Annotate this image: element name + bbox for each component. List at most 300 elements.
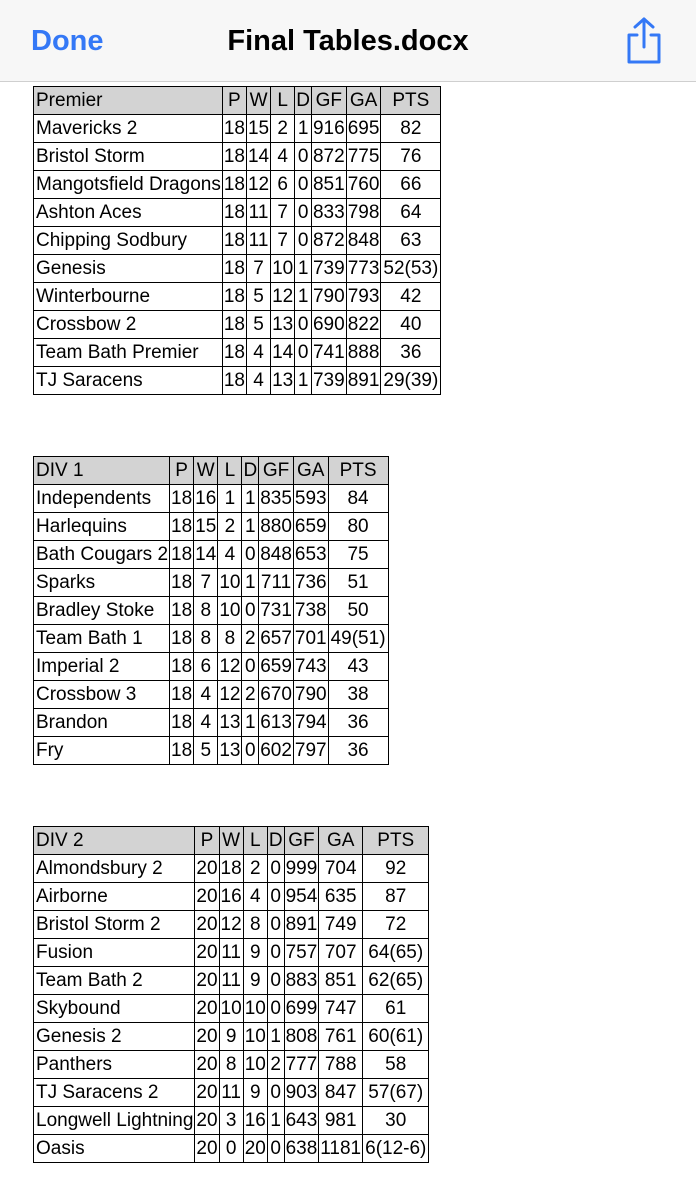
table-row [34, 709, 389, 737]
stat-cell: 659 [293, 513, 328, 541]
stat-cell: 999 [284, 855, 319, 883]
stat-cell: 8 [218, 625, 242, 653]
stat-cell: 1 [267, 1023, 284, 1051]
stat-cell: 0 [242, 541, 259, 569]
team-name: Bradley Stoke [34, 597, 170, 625]
stat-cell: 8 [194, 597, 218, 625]
stat-cell: 888 [346, 339, 381, 367]
stat-cell: 2 [243, 855, 267, 883]
stat-cell: 635 [319, 883, 363, 911]
stat-cell: 20 [195, 855, 219, 883]
stat-cell: 761 [319, 1023, 363, 1051]
stat-cell: 18 [219, 855, 243, 883]
stat-cell: 1181 [319, 1135, 363, 1163]
stat-cell: 64 [381, 199, 441, 227]
team-name: Genesis 2 [34, 1023, 195, 1051]
stat-cell: 0 [295, 227, 312, 255]
stat-cell: 903 [284, 1079, 319, 1107]
stat-cell: 10 [219, 995, 243, 1023]
table-row [34, 855, 429, 883]
stat-cell: 18 [170, 541, 194, 569]
stat-cell: 14 [271, 339, 295, 367]
column-header: GA [319, 827, 363, 855]
team-name: Mavericks 2 [34, 115, 223, 143]
table-row [34, 939, 429, 967]
table-row [34, 911, 429, 939]
stat-cell: 954 [284, 883, 319, 911]
stat-cell: 0 [267, 911, 284, 939]
stat-cell: 10 [243, 1023, 267, 1051]
stat-cell: 18 [170, 569, 194, 597]
stat-cell: 18 [170, 709, 194, 737]
column-header: PTS [363, 827, 429, 855]
column-header: PTS [381, 87, 441, 115]
stat-cell: 773 [346, 255, 381, 283]
stat-cell: 63 [381, 227, 441, 255]
column-header: GA [293, 457, 328, 485]
stat-cell: 1 [242, 485, 259, 513]
stat-cell: 42 [381, 283, 441, 311]
team-name: Harlequins [34, 513, 170, 541]
stat-cell: 0 [295, 143, 312, 171]
stat-cell: 775 [346, 143, 381, 171]
stat-cell: 833 [311, 199, 346, 227]
stat-cell: 643 [284, 1107, 319, 1135]
stat-cell: 16 [243, 1107, 267, 1135]
stat-cell: 5 [194, 737, 218, 765]
stat-cell: 10 [218, 597, 242, 625]
stat-cell: 1 [267, 1107, 284, 1135]
stat-cell: 790 [293, 681, 328, 709]
stat-cell: 4 [246, 367, 270, 395]
stat-cell: 64(65) [363, 939, 429, 967]
stat-cell: 0 [267, 939, 284, 967]
stat-cell: 7 [271, 199, 295, 227]
stat-cell: 20 [195, 939, 219, 967]
stat-cell: 891 [346, 367, 381, 395]
stat-cell: 699 [284, 995, 319, 1023]
stat-cell: 6(12-6) [363, 1135, 429, 1163]
stat-cell: 872 [311, 143, 346, 171]
column-header: PTS [328, 457, 388, 485]
stat-cell: 9 [219, 1023, 243, 1051]
stat-cell: 29(39) [381, 367, 441, 395]
stat-cell: 7 [271, 227, 295, 255]
team-name: Winterbourne [34, 283, 223, 311]
stat-cell: 18 [170, 625, 194, 653]
stat-cell: 30 [363, 1107, 429, 1135]
team-name: Fry [34, 737, 170, 765]
table-header-row [34, 827, 429, 855]
team-name: Team Bath 2 [34, 967, 195, 995]
stat-cell: 12 [219, 911, 243, 939]
stat-cell: 3 [219, 1107, 243, 1135]
team-name: Longwell Lightning [34, 1107, 195, 1135]
premier-table [33, 86, 441, 395]
stat-cell: 5 [246, 311, 270, 339]
team-name: Team Bath Premier [34, 339, 223, 367]
stat-cell: 92 [363, 855, 429, 883]
team-name: Team Bath 1 [34, 625, 170, 653]
stat-cell: 4 [194, 681, 218, 709]
table-row [34, 625, 389, 653]
stat-cell: 20 [243, 1135, 267, 1163]
stat-cell: 13 [218, 709, 242, 737]
table-row [34, 1079, 429, 1107]
stat-cell: 0 [267, 967, 284, 995]
navigation-bar [0, 0, 696, 82]
team-name: Independents [34, 485, 170, 513]
stat-cell: 9 [243, 1079, 267, 1107]
team-name: Almondsbury 2 [34, 855, 195, 883]
stat-cell: 80 [328, 513, 388, 541]
stat-cell: 18 [222, 115, 246, 143]
column-header: P [170, 457, 194, 485]
stat-cell: 14 [246, 143, 270, 171]
table-row [34, 227, 441, 255]
stat-cell: 794 [293, 709, 328, 737]
stat-cell: 50 [328, 597, 388, 625]
stat-cell: 749 [319, 911, 363, 939]
stat-cell: 18 [222, 255, 246, 283]
team-name: Crossbow 3 [34, 681, 170, 709]
stat-cell: 0 [267, 883, 284, 911]
stat-cell: 1 [242, 513, 259, 541]
stat-cell: 36 [381, 339, 441, 367]
stat-cell: 736 [293, 569, 328, 597]
stat-cell: 2 [242, 625, 259, 653]
stat-cell: 798 [346, 199, 381, 227]
stat-cell: 1 [295, 367, 312, 395]
stat-cell: 1 [242, 709, 259, 737]
stat-cell: 4 [246, 339, 270, 367]
stat-cell: 20 [195, 911, 219, 939]
table-row [34, 883, 429, 911]
stat-cell: 18 [170, 653, 194, 681]
stat-cell: 0 [242, 737, 259, 765]
stat-cell: 18 [222, 171, 246, 199]
stat-cell: 11 [246, 227, 270, 255]
table-row [34, 597, 389, 625]
table-header-row [34, 87, 441, 115]
column-header: P [222, 87, 246, 115]
stat-cell: 822 [346, 311, 381, 339]
stat-cell: 20 [195, 1107, 219, 1135]
stat-cell: 657 [259, 625, 294, 653]
table-row [34, 1023, 429, 1051]
stat-cell: 4 [243, 883, 267, 911]
stat-cell: 36 [328, 737, 388, 765]
stat-cell: 0 [295, 339, 312, 367]
stat-cell: 0 [219, 1135, 243, 1163]
stat-cell: 704 [319, 855, 363, 883]
team-name: Brandon [34, 709, 170, 737]
team-name: Airborne [34, 883, 195, 911]
table-row [34, 199, 441, 227]
stat-cell: 66 [381, 171, 441, 199]
table-row [34, 737, 389, 765]
column-header: P [195, 827, 219, 855]
stat-cell: 13 [271, 367, 295, 395]
column-header: GF [259, 457, 294, 485]
stat-cell: 0 [242, 653, 259, 681]
done-button[interactable]: Done [31, 25, 104, 57]
stat-cell: 18 [222, 367, 246, 395]
stat-cell: 760 [346, 171, 381, 199]
stat-cell: 711 [259, 569, 294, 597]
share-button[interactable] [624, 16, 664, 66]
stat-cell: 43 [328, 653, 388, 681]
stat-cell: 52(53) [381, 255, 441, 283]
stat-cell: 747 [319, 995, 363, 1023]
stat-cell: 20 [195, 1079, 219, 1107]
stat-cell: 4 [194, 709, 218, 737]
stat-cell: 638 [284, 1135, 319, 1163]
stat-cell: 13 [271, 311, 295, 339]
stat-cell: 0 [295, 311, 312, 339]
stat-cell: 20 [195, 1023, 219, 1051]
stat-cell: 2 [271, 115, 295, 143]
stat-cell: 8 [219, 1051, 243, 1079]
stat-cell: 872 [311, 227, 346, 255]
stat-cell: 84 [328, 485, 388, 513]
stat-cell: 0 [295, 171, 312, 199]
team-name: Ashton Aces [34, 199, 223, 227]
table-row [34, 283, 441, 311]
table-row [34, 367, 441, 395]
stat-cell: 851 [311, 171, 346, 199]
stat-cell: 36 [328, 709, 388, 737]
stat-cell: 8 [194, 625, 218, 653]
stat-cell: 777 [284, 1051, 319, 1079]
table-row [34, 1135, 429, 1163]
stat-cell: 757 [284, 939, 319, 967]
column-header: D [242, 457, 259, 485]
stat-cell: 707 [319, 939, 363, 967]
column-header: W [219, 827, 243, 855]
stat-cell: 0 [295, 199, 312, 227]
document-content[interactable] [0, 82, 696, 1200]
stat-cell: 701 [293, 625, 328, 653]
stat-cell: 11 [219, 939, 243, 967]
stat-cell: 10 [271, 255, 295, 283]
stat-cell: 15 [194, 513, 218, 541]
table-row [34, 485, 389, 513]
stat-cell: 1 [295, 115, 312, 143]
table-row [34, 1051, 429, 1079]
stat-cell: 891 [284, 911, 319, 939]
stat-cell: 738 [293, 597, 328, 625]
column-header: D [267, 827, 284, 855]
stat-cell: 739 [311, 367, 346, 395]
table-row [34, 513, 389, 541]
stat-cell: 18 [222, 283, 246, 311]
stat-cell: 10 [243, 995, 267, 1023]
stat-cell: 739 [311, 255, 346, 283]
stat-cell: 0 [267, 855, 284, 883]
table-row [34, 115, 441, 143]
stat-cell: 2 [242, 681, 259, 709]
stat-cell: 16 [219, 883, 243, 911]
stat-cell: 11 [246, 199, 270, 227]
stat-cell: 690 [311, 311, 346, 339]
stat-cell: 12 [271, 283, 295, 311]
team-name: Crossbow 2 [34, 311, 223, 339]
team-name: Bristol Storm 2 [34, 911, 195, 939]
stat-cell: 916 [311, 115, 346, 143]
column-header: W [246, 87, 270, 115]
stat-cell: 62(65) [363, 967, 429, 995]
stat-cell: 695 [346, 115, 381, 143]
column-header: GF [311, 87, 346, 115]
table-row [34, 255, 441, 283]
stat-cell: 18 [170, 485, 194, 513]
stat-cell: 670 [259, 681, 294, 709]
stat-cell: 20 [195, 967, 219, 995]
division-name: DIV 1 [34, 457, 170, 485]
team-name: Fusion [34, 939, 195, 967]
stat-cell: 4 [218, 541, 242, 569]
stat-cell: 9 [243, 967, 267, 995]
team-name: Sparks [34, 569, 170, 597]
table-row [34, 311, 441, 339]
stat-cell: 12 [246, 171, 270, 199]
stat-cell: 18 [170, 513, 194, 541]
table-row [34, 541, 389, 569]
stat-cell: 18 [222, 143, 246, 171]
table-row [34, 569, 389, 597]
stat-cell: 18 [222, 227, 246, 255]
stat-cell: 16 [194, 485, 218, 513]
column-header: W [194, 457, 218, 485]
stat-cell: 741 [311, 339, 346, 367]
team-name: Mangotsfield Dragons [34, 171, 223, 199]
stat-cell: 653 [293, 541, 328, 569]
stat-cell: 58 [363, 1051, 429, 1079]
stat-cell: 848 [259, 541, 294, 569]
stat-cell: 15 [246, 115, 270, 143]
stat-cell: 1 [295, 255, 312, 283]
stat-cell: 12 [218, 653, 242, 681]
stat-cell: 11 [219, 1079, 243, 1107]
stat-cell: 61 [363, 995, 429, 1023]
stat-cell: 10 [218, 569, 242, 597]
stat-cell: 0 [242, 597, 259, 625]
stat-cell: 12 [218, 681, 242, 709]
stat-cell: 1 [242, 569, 259, 597]
stat-cell: 11 [219, 967, 243, 995]
stat-cell: 7 [246, 255, 270, 283]
stat-cell: 731 [259, 597, 294, 625]
stat-cell: 848 [346, 227, 381, 255]
team-name: Chipping Sodbury [34, 227, 223, 255]
stat-cell: 4 [271, 143, 295, 171]
team-name: Skybound [34, 995, 195, 1023]
team-name: Genesis [34, 255, 223, 283]
stat-cell: 788 [319, 1051, 363, 1079]
stat-cell: 1 [295, 283, 312, 311]
stat-cell: 880 [259, 513, 294, 541]
stat-cell: 18 [170, 597, 194, 625]
team-name: Bristol Storm [34, 143, 223, 171]
stat-cell: 75 [328, 541, 388, 569]
column-header: L [243, 827, 267, 855]
stat-cell: 659 [259, 653, 294, 681]
team-name: Bath Cougars 2 [34, 541, 170, 569]
team-name: TJ Saracens [34, 367, 223, 395]
div2-table [33, 826, 429, 1163]
table-row [34, 143, 441, 171]
stat-cell: 613 [259, 709, 294, 737]
stat-cell: 6 [194, 653, 218, 681]
stat-cell: 2 [267, 1051, 284, 1079]
stat-cell: 835 [259, 485, 294, 513]
stat-cell: 18 [222, 311, 246, 339]
stat-cell: 18 [222, 199, 246, 227]
stat-cell: 82 [381, 115, 441, 143]
stat-cell: 51 [328, 569, 388, 597]
column-header: D [295, 87, 312, 115]
stat-cell: 602 [259, 737, 294, 765]
table-row [34, 967, 429, 995]
stat-cell: 40 [381, 311, 441, 339]
stat-cell: 20 [195, 883, 219, 911]
division-name: Premier [34, 87, 223, 115]
stat-cell: 808 [284, 1023, 319, 1051]
stat-cell: 76 [381, 143, 441, 171]
stat-cell: 7 [194, 569, 218, 597]
column-header: L [218, 457, 242, 485]
table-row [34, 171, 441, 199]
table-row [34, 681, 389, 709]
stat-cell: 10 [243, 1051, 267, 1079]
team-name: Oasis [34, 1135, 195, 1163]
stat-cell: 20 [195, 995, 219, 1023]
stat-cell: 851 [319, 967, 363, 995]
stat-cell: 20 [195, 1135, 219, 1163]
stat-cell: 87 [363, 883, 429, 911]
table-row [34, 339, 441, 367]
stat-cell: 2 [218, 513, 242, 541]
stat-cell: 6 [271, 171, 295, 199]
column-header: GF [284, 827, 319, 855]
stat-cell: 981 [319, 1107, 363, 1135]
document-title: Final Tables.docx [227, 25, 469, 57]
division-name: DIV 2 [34, 827, 195, 855]
stat-cell: 8 [243, 911, 267, 939]
stat-cell: 743 [293, 653, 328, 681]
table-row [34, 1107, 429, 1135]
stat-cell: 0 [267, 1079, 284, 1107]
stat-cell: 49(51) [328, 625, 388, 653]
stat-cell: 18 [222, 339, 246, 367]
stat-cell: 13 [218, 737, 242, 765]
stat-cell: 0 [267, 995, 284, 1023]
share-icon [624, 16, 664, 66]
column-header: GA [346, 87, 381, 115]
stat-cell: 9 [243, 939, 267, 967]
stat-cell: 72 [363, 911, 429, 939]
table-row [34, 995, 429, 1023]
team-name: Panthers [34, 1051, 195, 1079]
stat-cell: 790 [311, 283, 346, 311]
table-row [34, 653, 389, 681]
stat-cell: 593 [293, 485, 328, 513]
stat-cell: 18 [170, 737, 194, 765]
team-name: Imperial 2 [34, 653, 170, 681]
stat-cell: 60(61) [363, 1023, 429, 1051]
column-header: L [271, 87, 295, 115]
